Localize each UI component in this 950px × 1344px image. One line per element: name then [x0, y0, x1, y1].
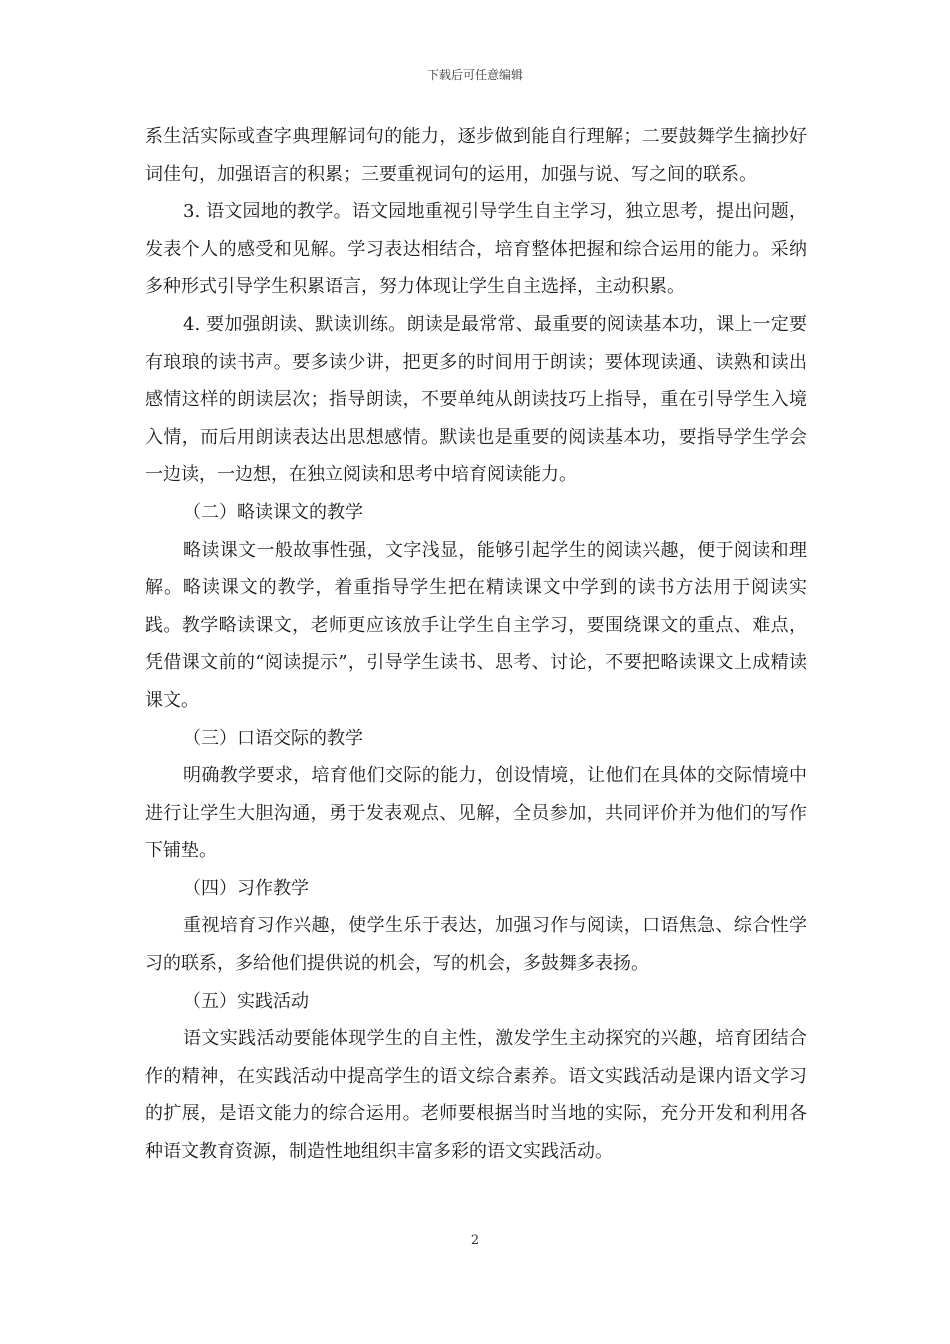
paragraph-writing: 重视培育习作兴趣，使学生乐于表达，加强习作与阅读，口语焦急、综合性学习的联系，多给他们提供说的机会，写的机会，多鼓舞多表扬。	[145, 915, 807, 975]
paragraph-item-3: 3. 语文园地的教学。语文园地重视引导学生自主学习，独立思考，提出问题，发表个人的感受和见解。学习表达相结合，培育整体把握和综合运用的能力。采纳多种形式引导学生积累语言，努力体现让学生自主选择，主动积累。	[145, 201, 807, 298]
section-heading-practice: （五）实践活动	[183, 990, 309, 1012]
section-heading-writing: （四）习作教学	[183, 877, 309, 899]
page-number: 2	[470, 1233, 480, 1248]
section-heading-oral-communication: （三）口语交际的教学	[183, 727, 363, 749]
section-heading-skim-reading: （二）略读课文的教学	[183, 501, 363, 523]
document-body	[145, 118, 807, 1171]
paragraph-continuation: 系生活实际或查字典理解词句的能力，逐步做到能自行理解；二要鼓舞学生摘抄好词佳句，加强语言的积累；三要重视词句的运用，加强与说、写之间的联系。	[145, 126, 807, 185]
paragraph-item-4: 4. 要加强朗读、默读训练。朗读是最常常、最重要的阅读基本功，课上一定要有琅琅的读书声。要多读少讲，把更多的时间用于朗读；要体现读通、读熟和读出感情这样的朗读层次；指导朗读，不要单纯从朗读技巧上指导，重在引导学生入境入情，而后用朗读表达出思想感情。默读也是重要的阅读基本功，要指导学生学会一边读，一边想，在独立阅读和思考中培育阅读能力。	[145, 313, 807, 486]
paragraph-oral-communication: 明确教学要求，培育他们交际的能力，创设情境，让他们在具体的交际情境中进行让学生大胆沟通，勇于发表观点、见解，全员参加，共同评价并为他们的写作下铺垫。	[145, 765, 807, 862]
paragraph-practice: 语文实践活动要能体现学生的自主性，激发学生主动探究的兴趣，培育团结合作的精神，在实践活动中提高学生的语文综合素养。语文实践活动是课内语文学习的扩展，是语文能力的综合运用。老师要根据当时当地的实际，充分开发和利用各种语文教育资源，制造性地组织丰富多彩的语文实践活动。	[145, 1028, 807, 1163]
paragraph-skim-reading: 略读课文一般故事性强，文字浅显，能够引起学生的阅读兴趣，便于阅读和理解。略读课文的教学，着重指导学生把在精读课文中学到的读书方法用于阅读实践。教学略读课文，老师更应该放手让学生自主学习，要围绕课文的重点、难点，凭借课文前的“阅读提示”，引导学生读书、思考、讨论，不要把略读课文上成精读课文。	[145, 539, 807, 711]
page-header: 下载后可任意编辑	[426, 68, 523, 82]
